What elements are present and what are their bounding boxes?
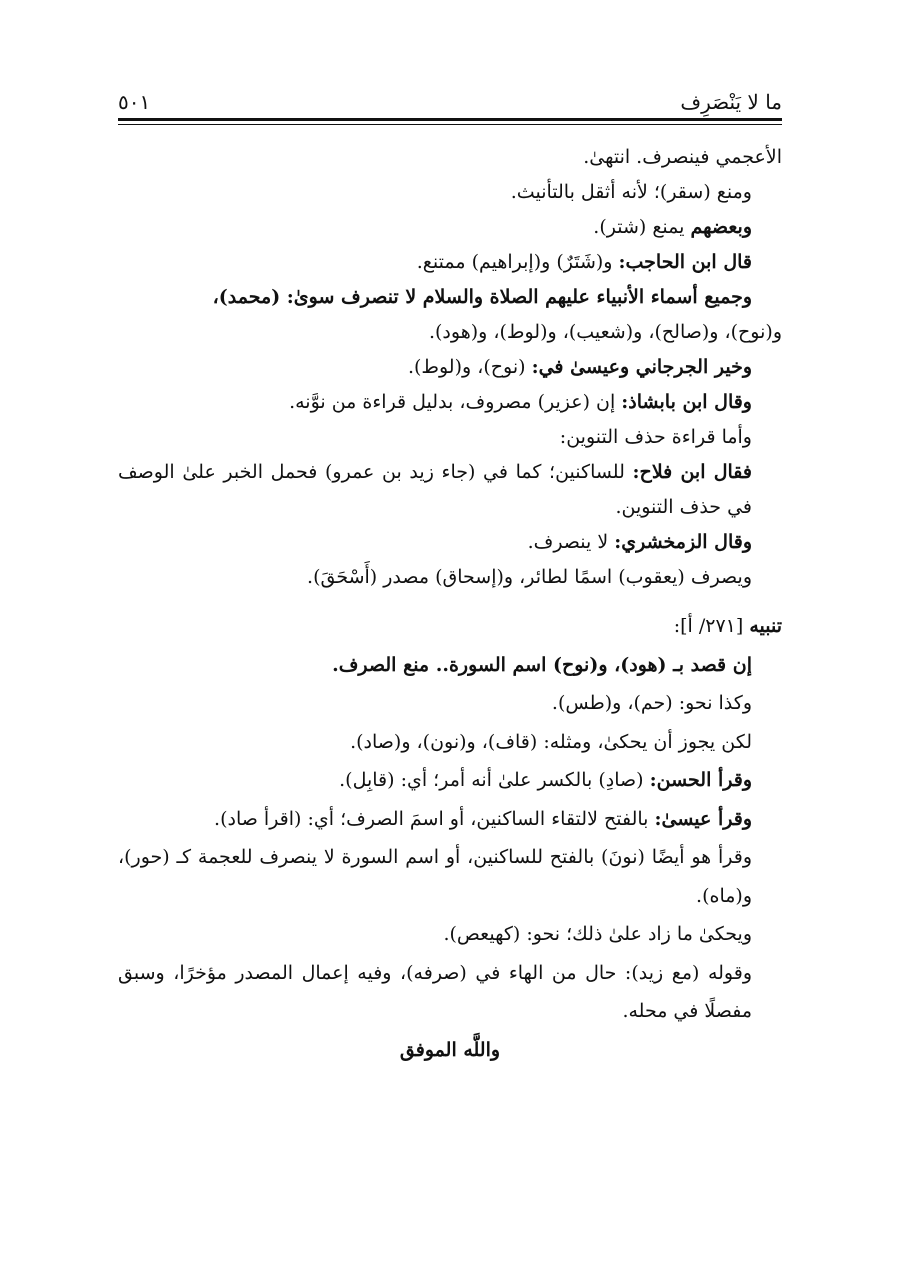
- paragraph-text: (نوح)، و(لوط).: [407, 356, 532, 378]
- speaker-name: وبعضهم: [690, 216, 752, 238]
- paragraph: ويحكىٰ ما زاد علىٰ ذلك؛ نحو: (كهيعص).: [443, 923, 752, 945]
- paragraph-text: (صادِ) بالكسر علىٰ أنه أمر؛ أي: (قابِل).: [339, 769, 650, 791]
- paragraph: [118, 210, 782, 245]
- paragraph: وجميع أسماء الأنبياء عليهم الصلاة والسلام لا تنصرف سوىٰ: (محمد)،: [212, 286, 752, 308]
- paragraph: وأما قراءة حذف التنوين:: [559, 426, 752, 448]
- paragraph: و(نوح)، و(صالح)، و(شعيب)، و(لوط)، و(هود).: [428, 321, 782, 343]
- speaker-name: فقال ابن فلاح:: [632, 461, 753, 483]
- paragraph-text: لا ينصرف.: [527, 531, 615, 553]
- paragraph: الأعجمي فينصرف. انتهىٰ.: [583, 146, 782, 168]
- speaker-name: قال ابن الحاجب:: [618, 251, 752, 273]
- paragraph: وقوله (مع زيد): حال من الهاء في (صرفه)، وفيه إعمال المصدر مؤخرًا، وسبق مفصلًا في محله.: [118, 961, 752, 1022]
- paragraph: [118, 800, 782, 839]
- speaker-name: وقرأ الحسن:: [649, 769, 752, 791]
- speaker-name: وخير الجرجاني وعيسىٰ في:: [531, 356, 752, 378]
- closing-line: واللَّه الموفق: [399, 1038, 501, 1061]
- paragraph: وكذا نحو: (حم)، و(طس).: [551, 692, 752, 714]
- page-body: [118, 140, 782, 1069]
- paragraph-text: يمنع (شتر).: [593, 216, 691, 238]
- note-section: [118, 607, 782, 1069]
- paragraph: ويصرف (يعقوب) اسمًا لطائر، و(إسحاق) مصدر (أَسْحَقَ).: [307, 566, 752, 588]
- header-title: ما لا يَنْصَرِف: [680, 90, 782, 114]
- note-heading: [118, 607, 782, 646]
- speaker-name: وقال ابن بابشاذ:: [621, 391, 752, 413]
- paragraph: ومنع (سقر)؛ لأنه أثقل بالتأنيث.: [510, 181, 752, 203]
- paragraph: [118, 350, 782, 385]
- running-header: [118, 80, 782, 114]
- paragraph: [118, 525, 782, 560]
- paragraph: إن قصد بـ (هود)، و(نوح) اسم السورة.. منع الصرف.: [332, 653, 752, 676]
- header-rule-thin: [118, 124, 782, 125]
- paragraph-text: بالفتح لالتقاء الساكنين، أو اسمَ الصرف؛ أي: (اقرأ صاد).: [214, 807, 655, 830]
- note-label: تنبيه: [749, 615, 782, 637]
- paragraph: [118, 245, 782, 280]
- speaker-name: وقال الزمخشري:: [614, 531, 752, 553]
- paragraph: [118, 761, 782, 800]
- note-ref: [٢٧١/ أ]:: [673, 615, 750, 637]
- paragraph: [118, 385, 782, 420]
- header-rule-thick: [118, 118, 782, 121]
- paragraph: [118, 455, 782, 525]
- speaker-name: وقرأ عيسىٰ:: [654, 807, 752, 830]
- paragraph-text: و(شَتَرٌ) و(إبراهيم) ممتنع.: [416, 251, 619, 273]
- paragraph-text: إن (عزير) مصروف، بدليل قراءة من نوَّنه.: [289, 391, 622, 413]
- paragraph: لكن يجوز أن يحكىٰ، ومثله: (قاف)، و(نون)، و(صاد).: [350, 730, 752, 753]
- paragraph-text: للساكنين؛ كما في (جاء زيد بن عمرو) فحمل الخبر علىٰ الوصف في حذف التنوين.: [118, 461, 752, 518]
- paragraph: وقرأ هو أيضًا (نونَ) بالفتح للساكنين، أو اسم السورة لا ينصرف للعجمة كـ (حور)، و(ماه).: [118, 846, 752, 907]
- page-number: ٥٠١: [118, 90, 151, 114]
